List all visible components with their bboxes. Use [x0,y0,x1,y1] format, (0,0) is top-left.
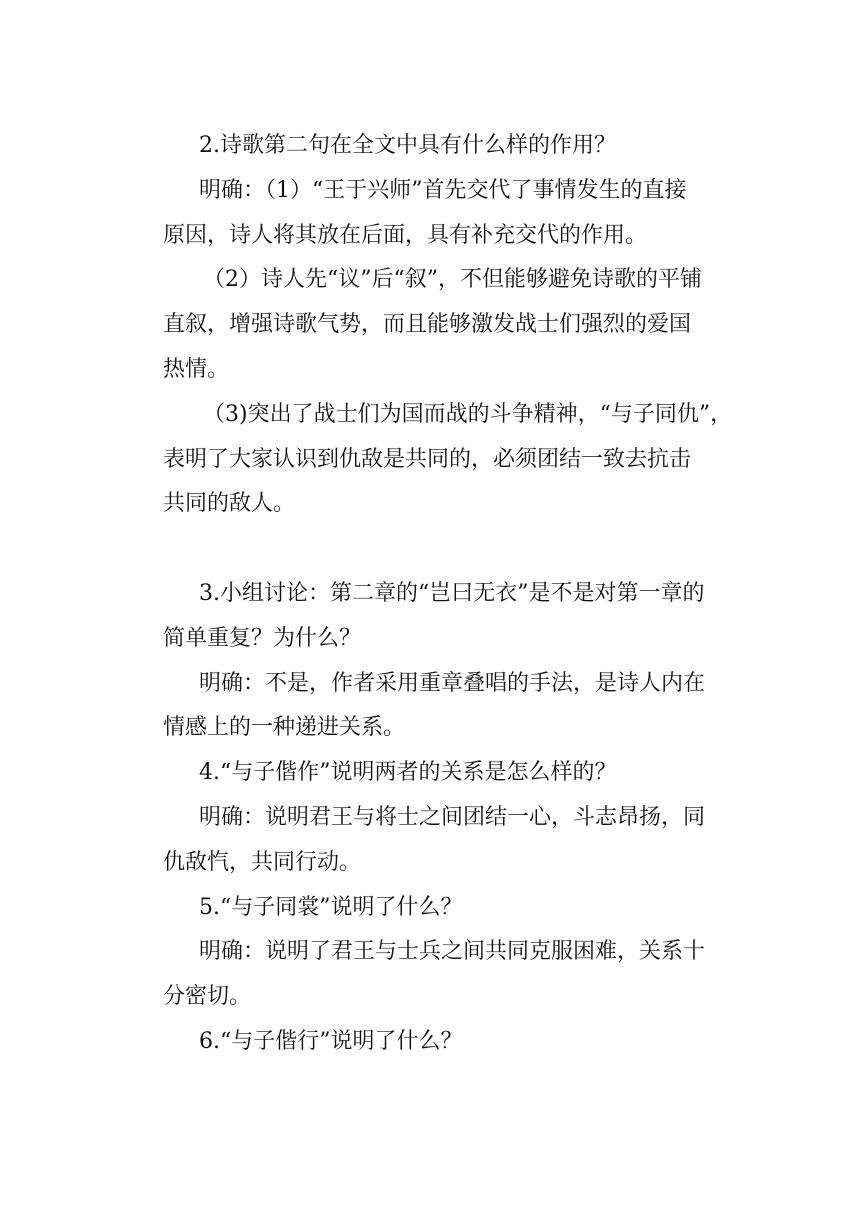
question-2: 2.诗歌第二句在全文中具有什么样的作用？ [199,133,616,158]
answer-3-line-2: 情感上的一种递进关系。 [163,715,406,741]
answer-2-part-1-line-1: 明确：（1）“王于兴师”首先交代了事情发生的直接 [199,177,687,203]
answer-5-line-2: 分密切。 [163,984,252,1010]
question-3-line-1: 3.小组讨论：第二章的“岂曰无衣”是不是对第一章的 [199,580,705,606]
answer-2-part-3-line-3: 共同的敌人。 [163,491,296,517]
answer-4-line-1: 明确：说明君王与将士之间团结一心，斗志昂扬，同 [199,804,706,830]
answer-4-line-2: 仇敌忾，共同行动。 [163,849,362,875]
question-5: 5.“与子同裳”说明了什么？ [199,894,463,920]
paragraph-gap [163,527,723,572]
question-4: 4.“与子偕作”说明两者的关系是怎么样的？ [199,760,617,786]
answer-3-line-1: 明确：不是，作者采用重章叠唱的手法，是诗人内在 [199,670,706,696]
answer-2-part-2-line-3: 热情。 [163,356,230,382]
answer-2-part-2-line-1: （2）诗人先“议”后“叙”，不但能够避免诗歌的平铺 [203,267,702,293]
answer-2-part-3-line-2: 表明了大家认识到仇敌是共同的，必须团结一致去抗击 [163,446,692,472]
answer-2-part-3-line-1: （3)突出了战士们为国而战的斗争精神，“与子同仇”， [203,401,733,427]
document-body [163,124,733,1065]
answer-5-line-1: 明确：说明了君王与士兵之间共同克服困难，关系十 [199,939,706,965]
question-3-line-2: 简单重复？为什么？ [163,625,362,651]
answer-2-part-2-line-2: 直叙，增强诗歌气势，而且能够激发战士们强烈的爱国 [163,312,692,338]
answer-2-part-1-line-2: 原因，诗人将其放在后面，具有补充交代的作用。 [163,222,648,248]
question-6: 6.“与子偕行”说明了什么？ [199,1028,463,1054]
